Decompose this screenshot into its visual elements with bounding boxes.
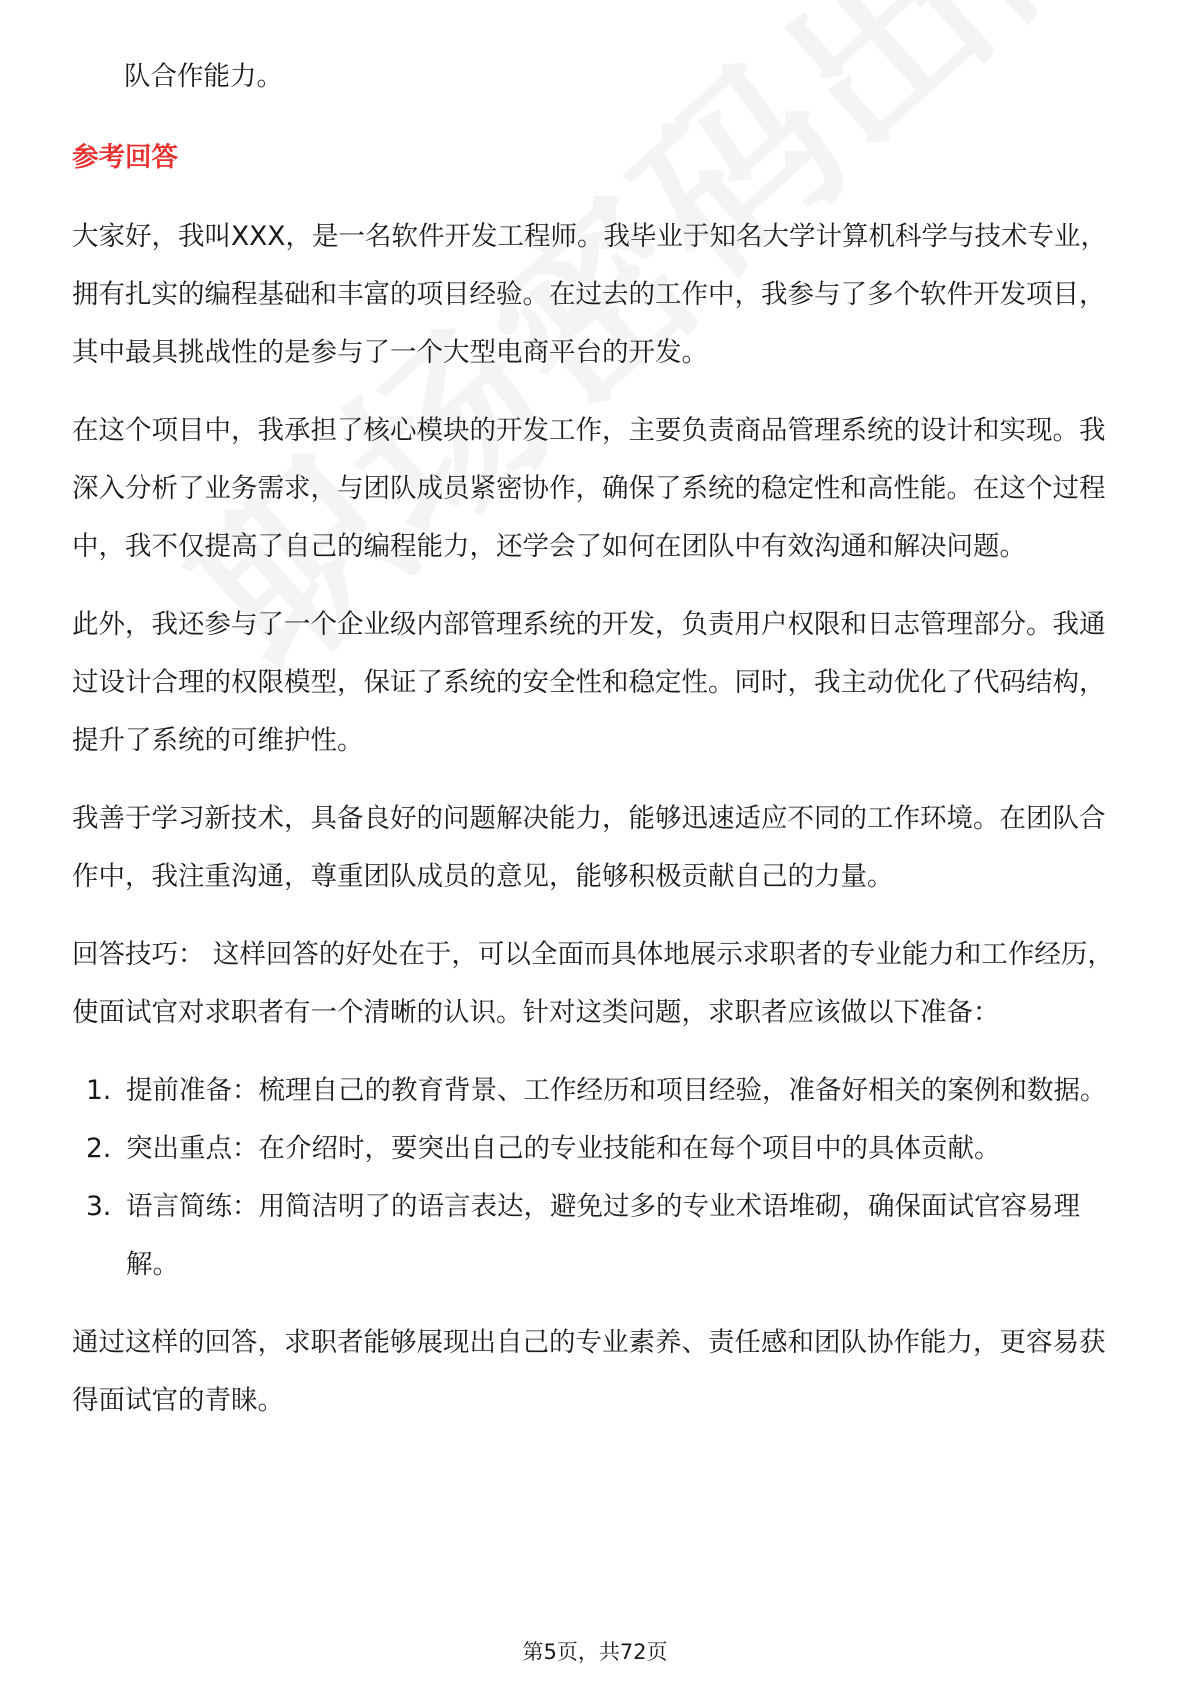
answer-paragraph-4: 我善于学习新技术，具备良好的问题解决能力，能够迅速适应不同的工作环境。在团队合作中，我注重沟通，尊重团队成员的意见，能够积极贡献自己的力量。 bbox=[72, 803, 1106, 892]
conclusion-paragraph: 通过这样的回答，求职者能够展现出自己的专业素养、责任感和团队协作能力，更容易获得面试官的青睐。 bbox=[72, 1327, 1106, 1416]
tips-intro-paragraph: 回答技巧： 这样回答的好处在于，可以全面而具体地展示求职者的专业能力和工作经历，使面试官对求职者有一个清晰的认识。针对这类问题，求职者应该做以下准备： bbox=[72, 939, 1114, 1028]
list-item-text: 语言简练：用简洁明了的语言表达，避免过多的专业术语堆砌，确保面试官容易理解。 bbox=[126, 1191, 1080, 1280]
page-number-footer: 第5页，共72页 bbox=[522, 1640, 668, 1664]
document-page bbox=[72, 48, 1122, 1430]
answer-paragraph-1: 大家好，我叫XXX，是一名软件开发工程师。我毕业于知名大学计算机科学与技术专业，拥有扎实的编程基础和丰富的项目经验。在过去的工作中，我参与了多个软件开发项目，其中最具挑战性的是参与了一个大型电商平台的开发。 bbox=[72, 221, 1107, 368]
list-item-text: 提前准备：梳理自己的教育背景、工作经历和项目经验，准备好相关的案例和数据。 bbox=[126, 1075, 1107, 1106]
list-item bbox=[72, 1062, 1122, 1120]
answer-paragraph-3: 此外，我还参与了一个企业级内部管理系统的开发，负责用户权限和日志管理部分。我通过设计合理的权限模型，保证了系统的安全性和稳定性。同时，我主动优化了代码结构，提升了系统的可维护性。 bbox=[72, 609, 1106, 756]
list-item bbox=[72, 1178, 1122, 1294]
list-item-text: 突出重点：在介绍时，要突出自己的专业技能和在每个项目中的具体贡献。 bbox=[126, 1133, 1001, 1164]
list-item-number: 1. bbox=[86, 1075, 112, 1106]
list-item-number: 3. bbox=[86, 1191, 112, 1222]
continuation-text: 队合作能力。 bbox=[124, 61, 283, 92]
tips-list bbox=[72, 1062, 1122, 1294]
answer-paragraph-2: 在这个项目中，我承担了核心模块的开发工作，主要负责商品管理系统的设计和实现。我深入分析了业务需求，与团队成员紧密协作，确保了系统的稳定性和高性能。在这个过程中，我不仅提高了自己的编程能力，还学会了如何在团队中有效沟通和解决问题。 bbox=[72, 415, 1106, 562]
list-item-number: 2. bbox=[86, 1133, 112, 1164]
section-heading: 参考回答 bbox=[72, 142, 178, 173]
list-item bbox=[72, 1120, 1122, 1178]
